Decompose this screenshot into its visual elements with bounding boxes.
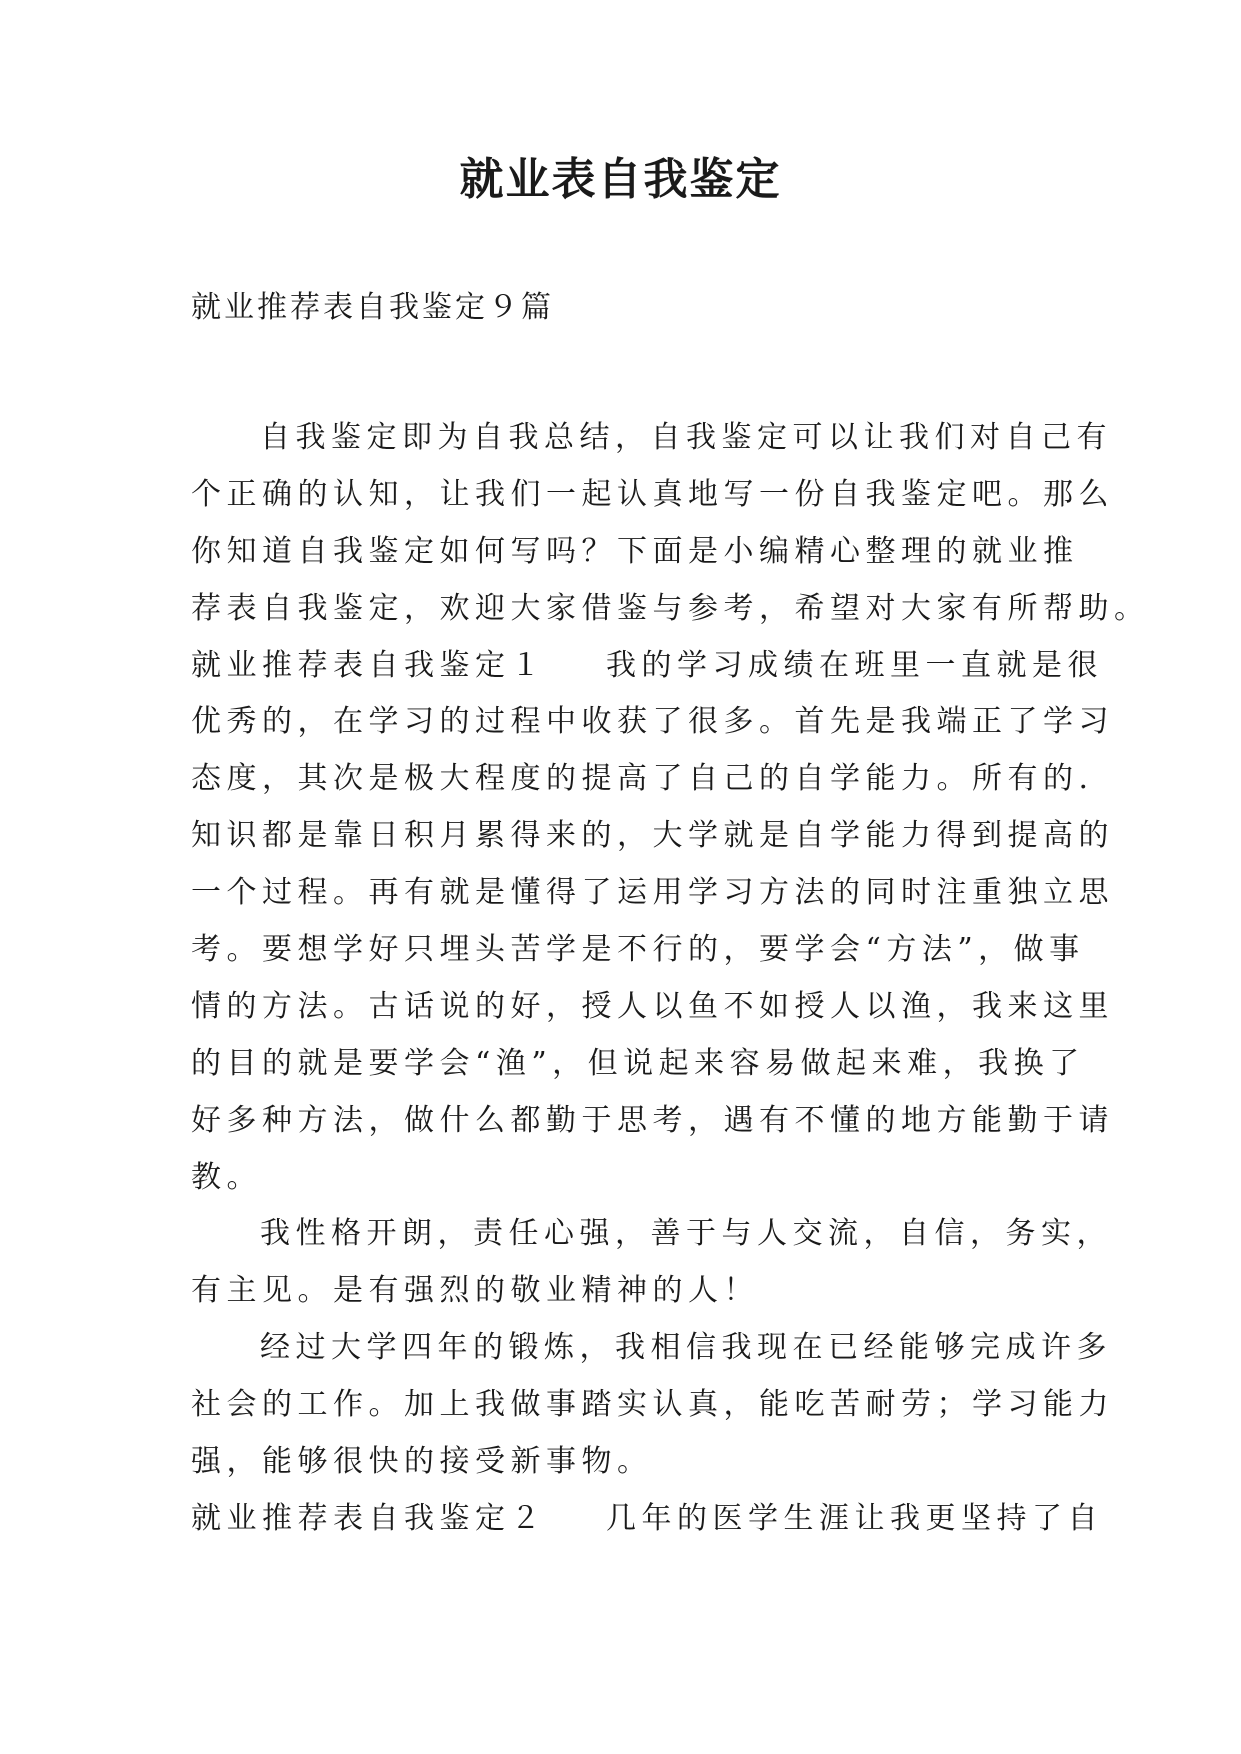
section-heading: 就业推荐表自我鉴定２ <box>191 1500 546 1536</box>
body-line: 几年的医学生涯让我更坚持了自 <box>606 1500 1103 1536</box>
body-line: 教。 <box>191 1159 262 1195</box>
section-heading-line-2 <box>191 1491 1103 1548</box>
body-line: 强，能够很快的接受新事物。 <box>191 1444 653 1480</box>
body-line: 态度，其次是极大程度的提高了自己的自学能力。所有的. <box>191 761 1094 797</box>
body-line: 荐表自我鉴定，欢迎大家借鉴与参考，希望对大家有所帮助。 <box>191 590 1150 626</box>
body-line: 情的方法。古话说的好，授人以鱼不如授人以渔，我来这里 <box>191 988 1114 1024</box>
document-title: 就业表自我鉴定 <box>459 154 782 205</box>
body-line: 我的学习成绩在班里一直就是很 <box>606 647 1103 683</box>
document-subtitle: 就业推荐表自我鉴定９篇 <box>191 290 554 325</box>
section-heading-line-1 <box>191 638 1103 695</box>
body-line: 有主见。是有强烈的敬业精神的人！ <box>191 1273 759 1309</box>
body-line: 经过大学四年的锻炼，我相信我现在已经能够完成许多 <box>260 1330 1112 1366</box>
body-line: 自我鉴定即为自我总结，自我鉴定可以让我们对自己有 <box>260 420 1112 455</box>
body-line: 优秀的，在学习的过程中收获了很多。首先是我端正了学习 <box>191 704 1114 740</box>
body-line: 好多种方法，做什么都勤于思考，遇有不懂的地方能勤于请 <box>191 1102 1114 1138</box>
body-line: 个正确的认知，让我们一起认真地写一份自我鉴定吧。那么 <box>191 476 1114 512</box>
body-line: 社会的工作。加上我做事踏实认真，能吃苦耐劳；学习能力 <box>191 1387 1114 1423</box>
body-line: 的目的就是要学会“渔”，但说起来容易做起来难，我换了 <box>191 1045 1085 1081</box>
body-line: 知识都是靠日积月累得来的，大学就是自学能力得到提高的 <box>191 818 1114 854</box>
document-body <box>191 410 1150 1548</box>
body-line: 我性格开朗，责任心强，善于与人交流，自信，务实， <box>260 1216 1112 1252</box>
body-line: 一个过程。再有就是懂得了运用学习方法的同时注重独立思 <box>191 875 1114 911</box>
section-heading: 就业推荐表自我鉴定１ <box>191 647 546 683</box>
body-line: 考。要想学好只埋头苦学是不行的，要学会“方法”，做事 <box>191 932 1085 968</box>
body-line: 你知道自我鉴定如何写吗？下面是小编精心整理的就业推 <box>191 533 1079 569</box>
